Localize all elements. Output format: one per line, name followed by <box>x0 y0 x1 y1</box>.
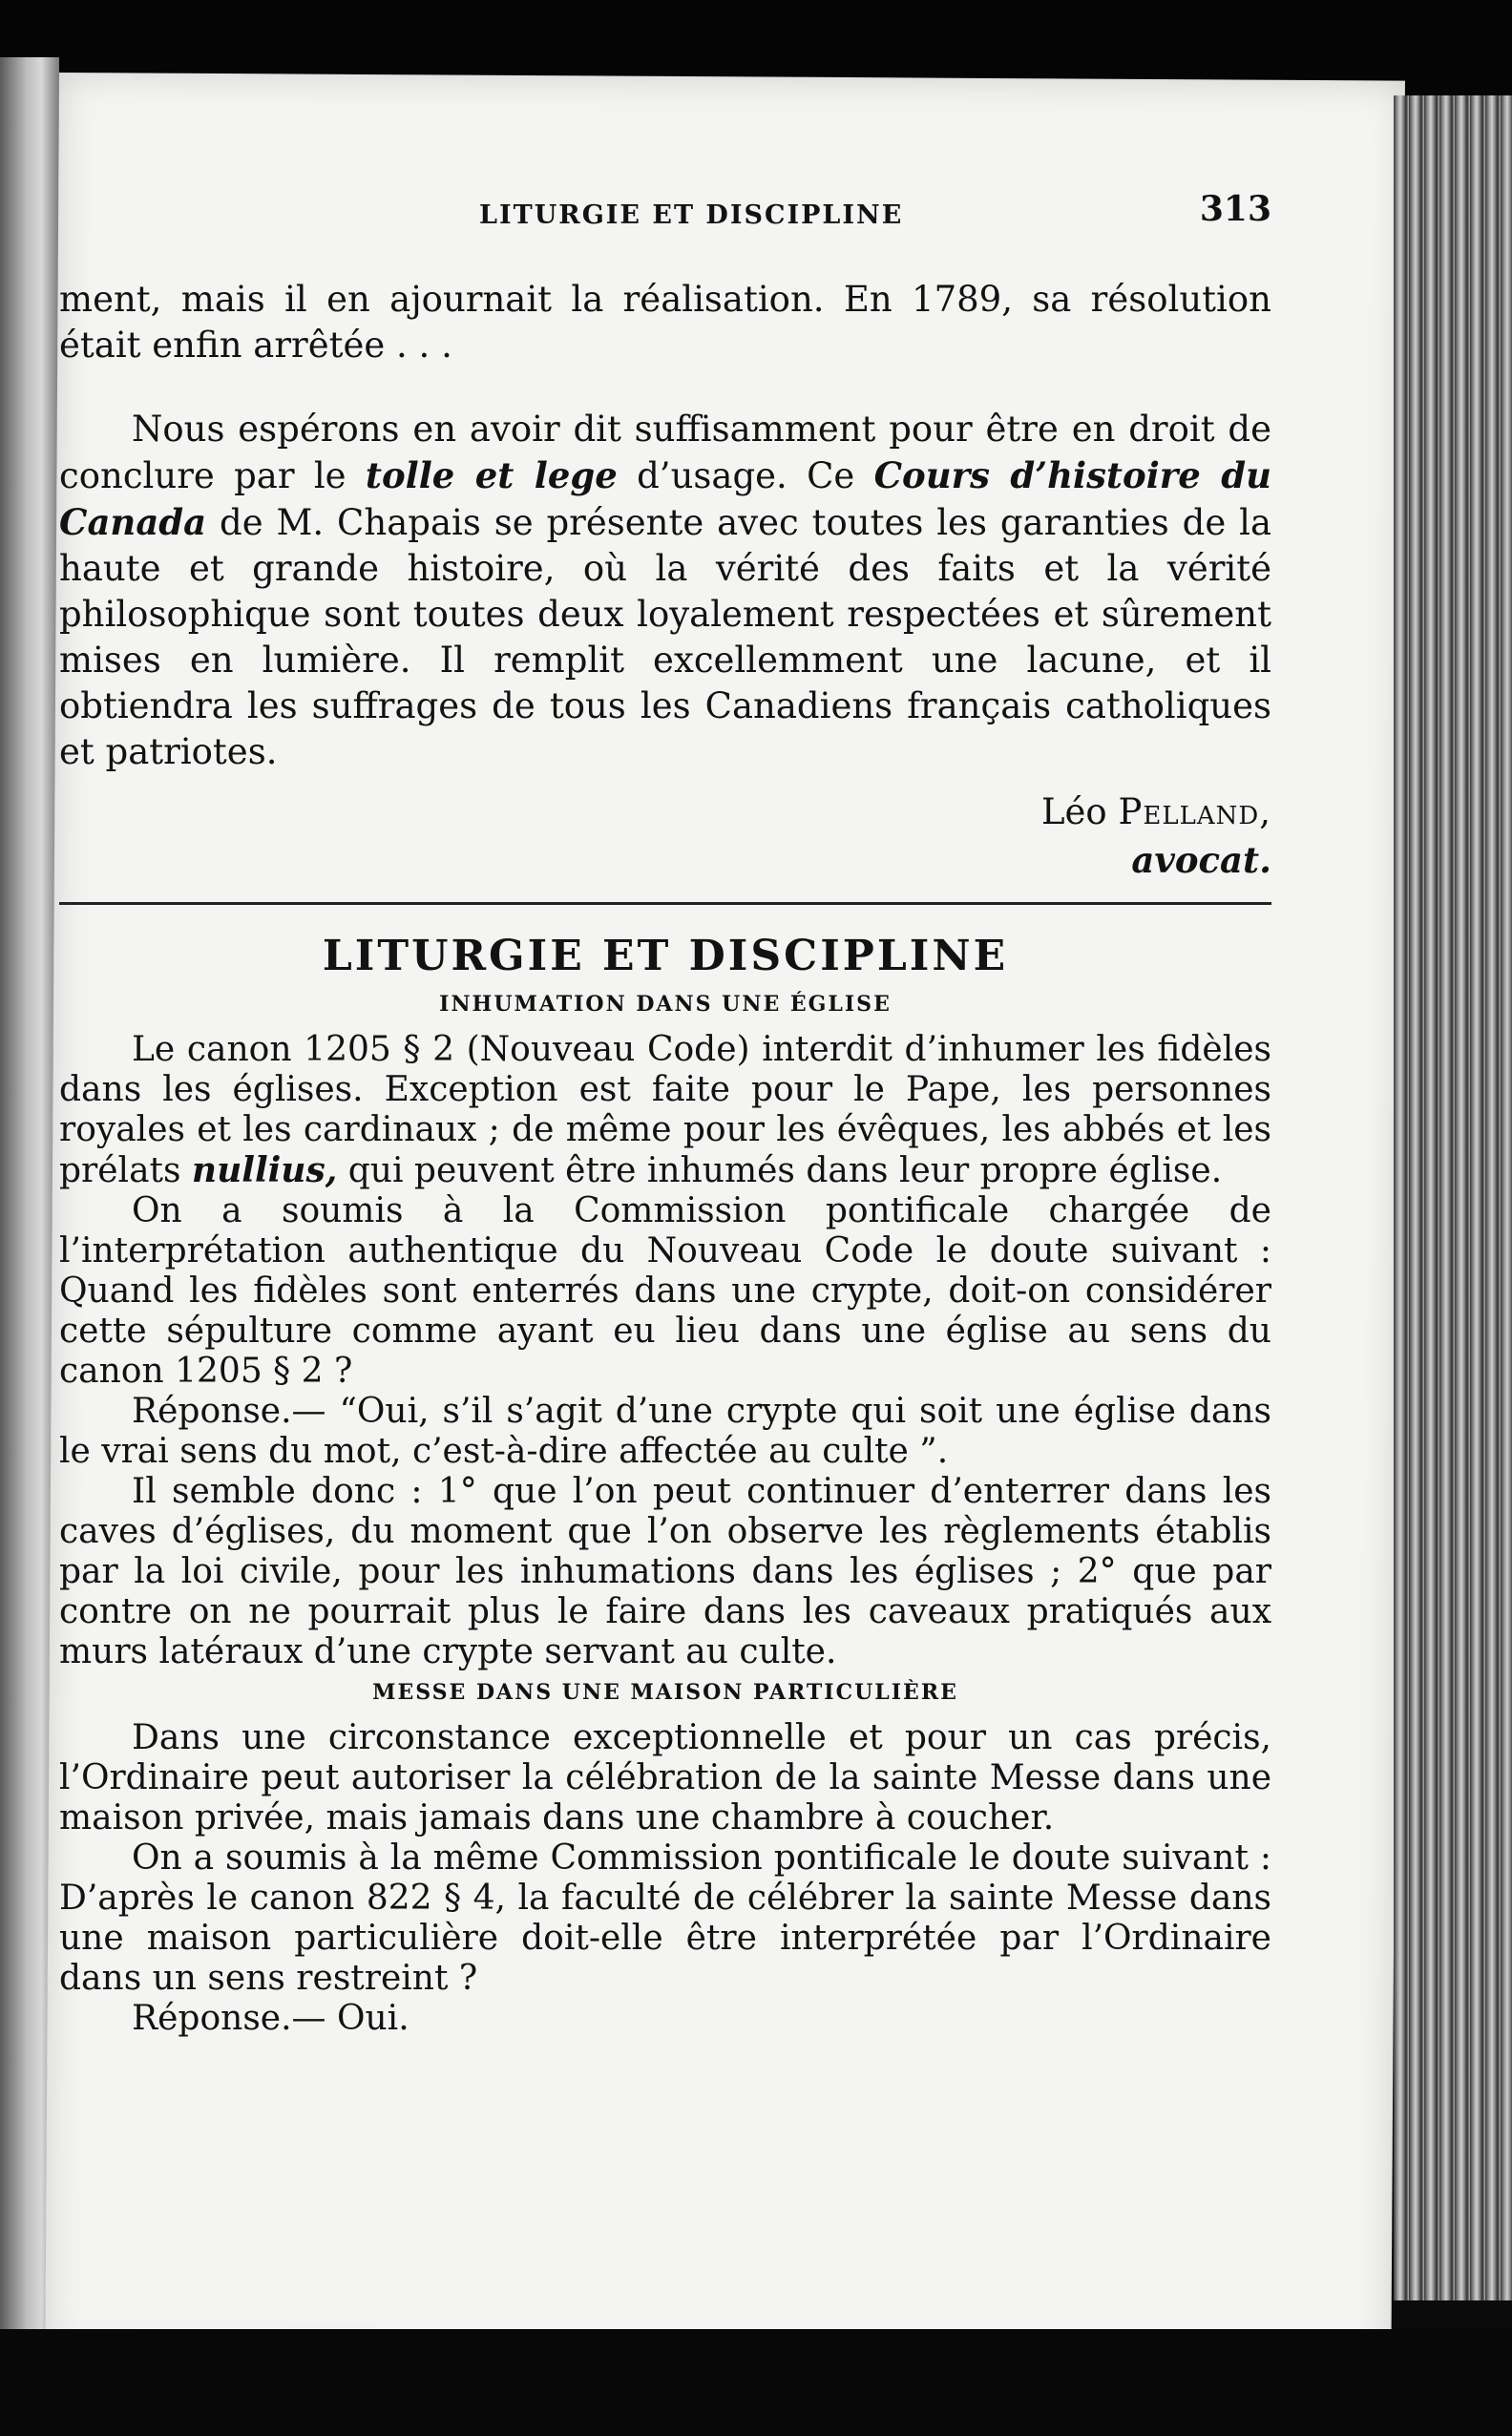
section-title: LITURGIE ET DISCIPLINE <box>322 932 1009 980</box>
page-number: 313 <box>1199 189 1271 229</box>
section-body <box>59 1030 1271 2039</box>
subheading-inhumation: INHUMATION DANS UNE ÉGLISE <box>439 992 892 1017</box>
book-page-edges <box>1394 95 1512 2300</box>
inhumation-paragraph-1: Le canon 1205 § 2 (Nouveau Code) interdit d’inhumer les fidèles dans les églises. Exception est faite pour le Pape, les personnes royales et les cardinaux ; de même pour les évêques, les abbés et les prélats nullius, qui peuvent être inhumés dans leur propre église. <box>59 1030 1271 1190</box>
page-content <box>59 189 1271 2039</box>
italic-title: Cours d’histoire du Canada <box>59 454 1271 543</box>
film-border-bottom <box>0 2329 1512 2436</box>
messe-response: Réponse.— Oui. <box>132 1999 410 2038</box>
inhumation-response: Réponse.— “Oui, s’il s’agit d’une crypte qui soit une église dans le vrai sens du mot, c’est-à-dire affectée au culte ”. <box>59 1392 1271 1471</box>
review-paragraph-1: ment, mais il en ajournait la réalisation. En 1789, sa résolution était enfin arrêtée . . . <box>59 279 1271 366</box>
review-paragraph-2: Nous espérons en avoir dit suffisamment pour être en droit de conclure par le tolle et lege d’usage. Ce Cours d’histoire du Canada de M. Chapais se présente avec toutes les garanties de la haute et grande histoire, où la vérité des faits et la vérité philosophique sont toutes deux loyalement respectées et sûrement mises en lumière. Il remplit excellemment une lacune, et il obtiendra les suffrages de tous les Canadiens français catholiques et patriotes. <box>59 409 1271 772</box>
subheading-messe: MESSE DANS UNE MAISON PARTICULIÈRE <box>372 1680 958 1705</box>
inhumation-paragraph-4: Il semble donc : 1° que l’on peut continuer d’enterrer dans les caves d’églises, du moment que l’on observe les règlements établis par la loi civile, pour les inhumations dans les églises ; 2° que par contre on ne pourrait plus le faire dans les caveaux pratiqués aux murs latéraux d’une crypte servant au culte. <box>59 1472 1271 1671</box>
running-head <box>59 189 1271 277</box>
running-title: LITURGIE ET DISCIPLINE <box>479 200 904 230</box>
signature-last-name: Pelland, <box>1118 791 1271 832</box>
signature-title: avocat. <box>1131 839 1271 881</box>
signature <box>59 788 1271 885</box>
italic-nullius: nullius, <box>191 1150 338 1190</box>
messe-paragraph-2: On a soumis à la même Commission pontificale le doute suivant : D’après le canon 822 § 4, la faculté de célébrer la sainte Messe dans une maison particulière doit-elle être interprétée par l’Ordinaire dans un sens restreint ? <box>59 1838 1271 1998</box>
messe-paragraph-1: Dans une circonstance exceptionnelle et pour un cas précis, l’Ordinaire peut autoriser la célébration de la sainte Messe dans une maison privée, mais jamais dans une chambre à coucher. <box>59 1718 1271 1838</box>
signature-first-name: Léo <box>1040 791 1107 832</box>
italic-phrase: tolle et lege <box>365 454 618 496</box>
section-divider <box>59 902 1271 905</box>
inhumation-paragraph-2: On a soumis à la Commission pontificale chargée de l’interprétation authentique du Nouveau Code le doute suivant : Quand les fidèles sont enterrés dans une crypte, doit-on considérer cette sépulture comme ayant eu lieu dans une église au sens du canon 1205 § 2 ? <box>59 1191 1271 1391</box>
